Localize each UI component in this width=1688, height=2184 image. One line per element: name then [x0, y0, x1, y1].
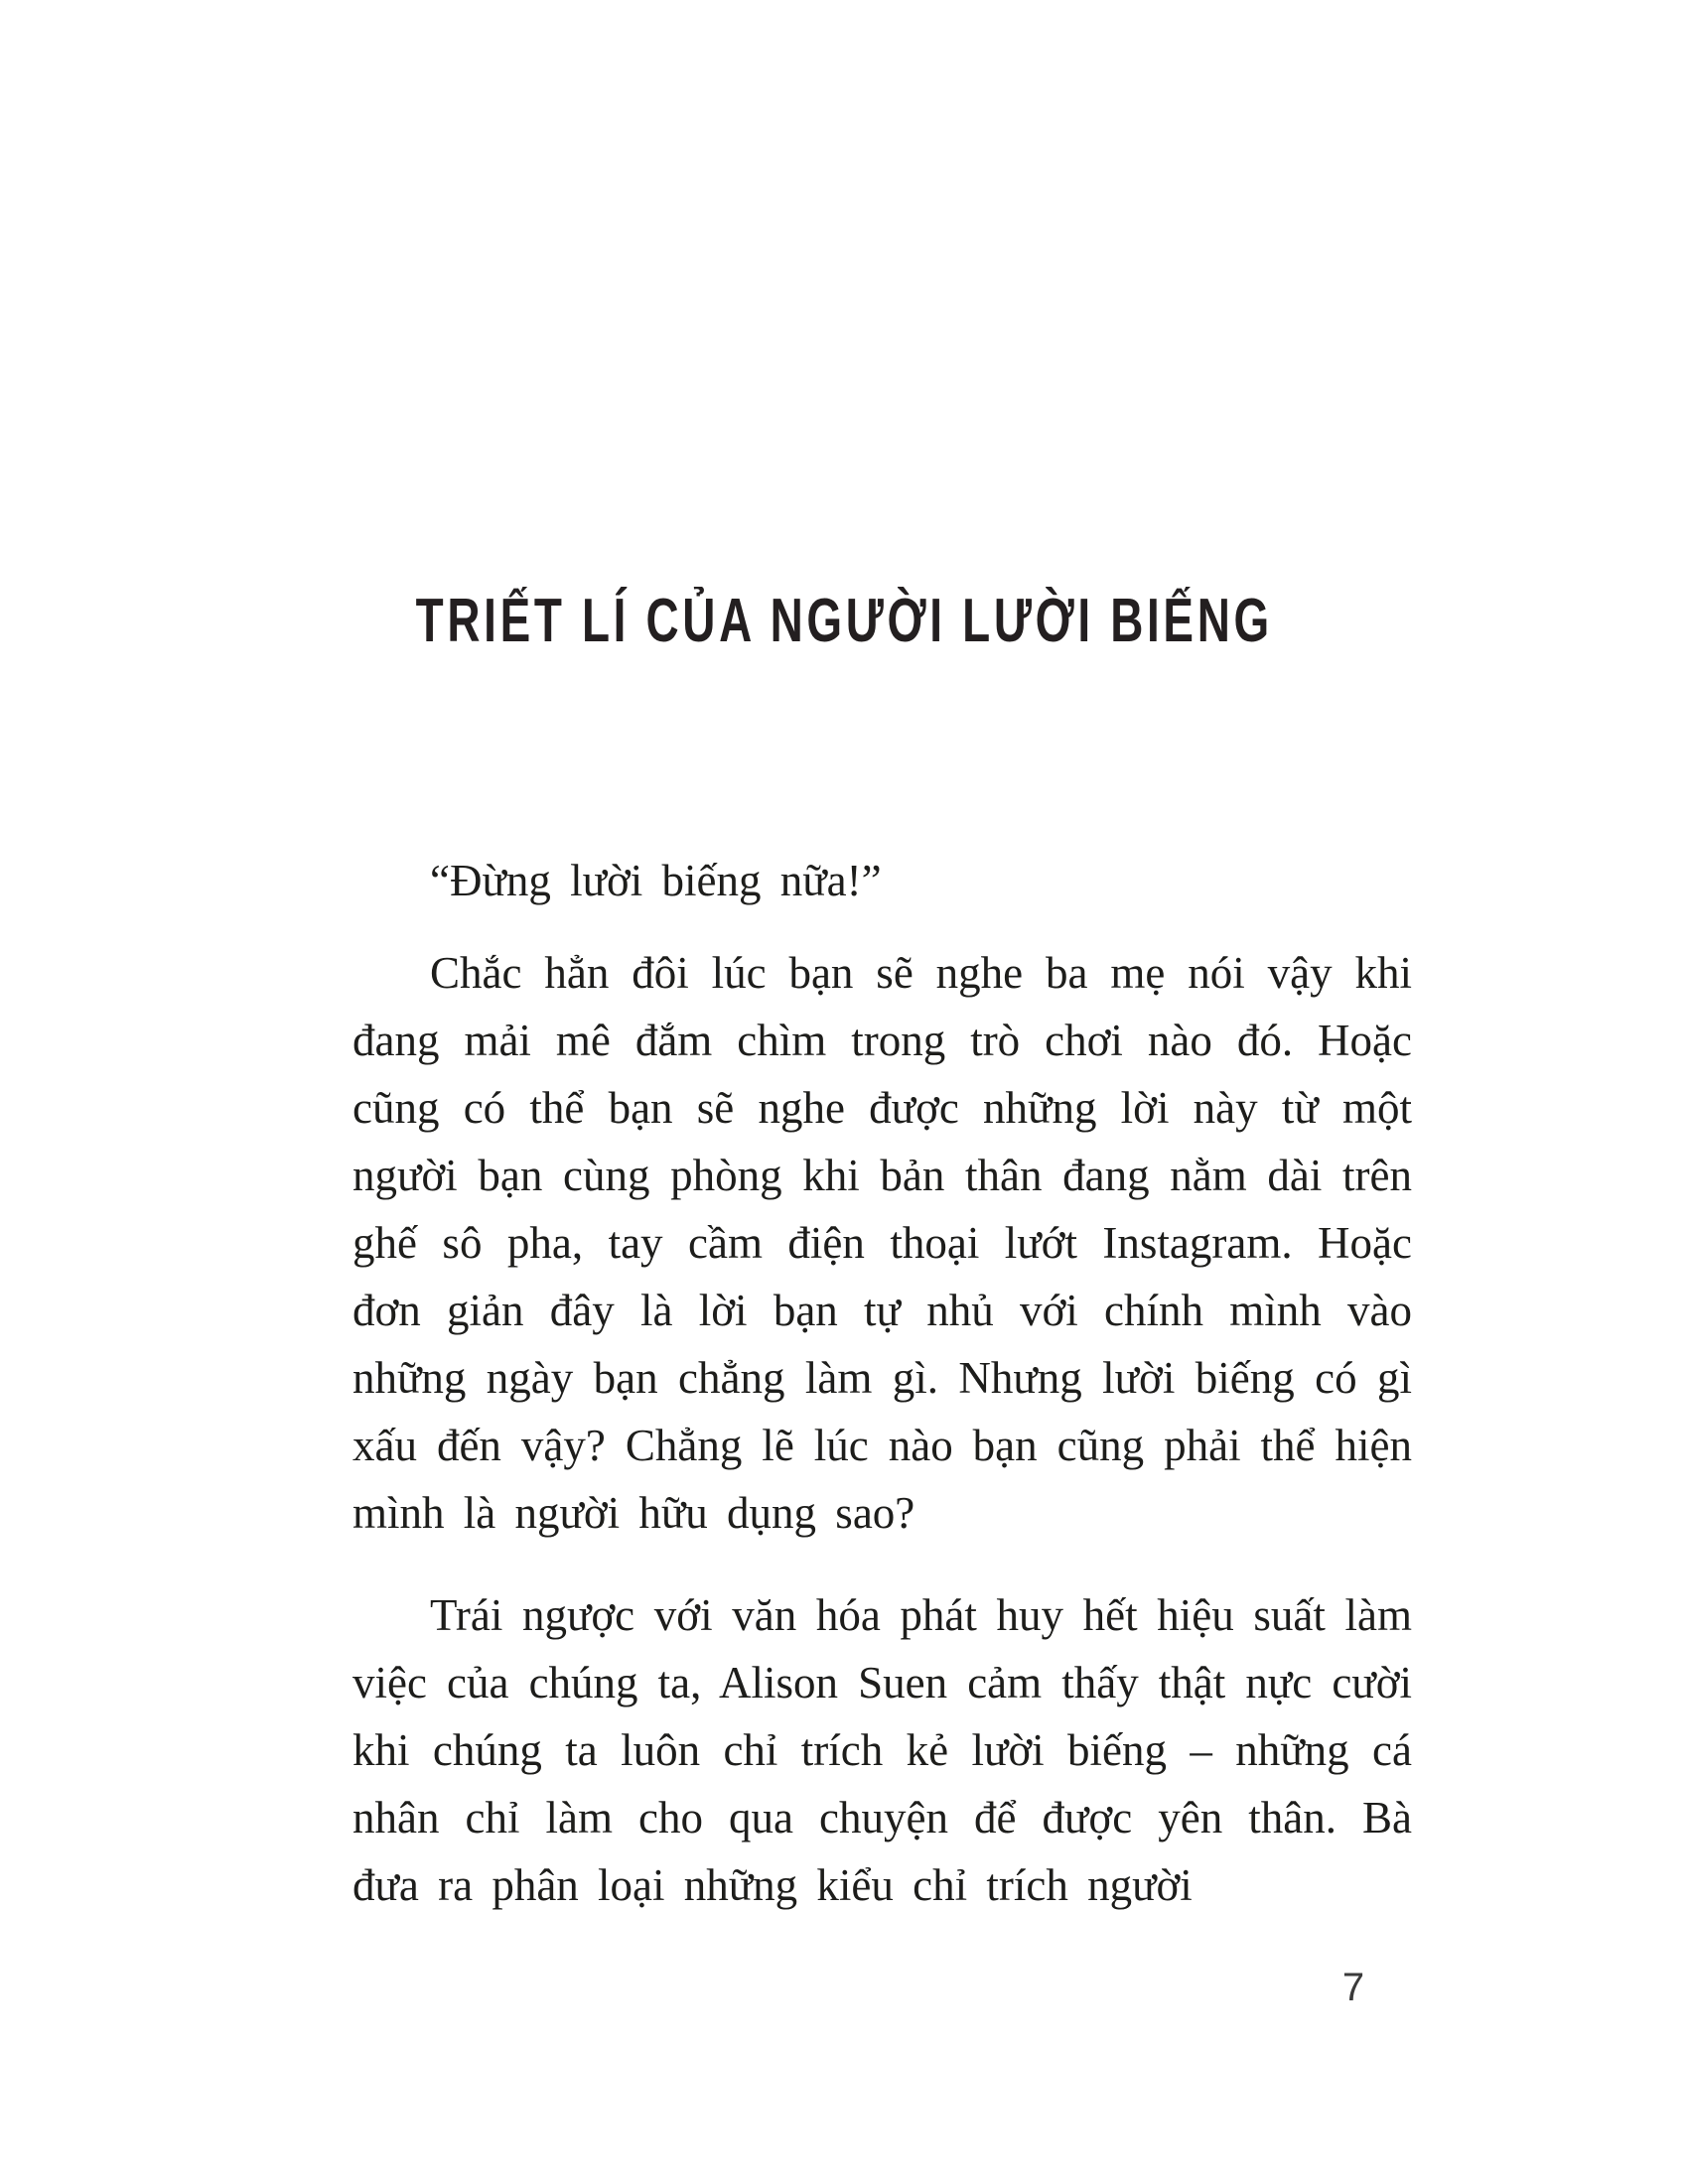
paragraph-quote: “Đừng lười biếng nữa!” — [430, 856, 882, 905]
paragraph-body: Trái ngược với văn hóa phát huy hết hiệu suất làm việc của chúng ta, Alison Suen cảm thấy thật nực cười khi chúng ta luôn chỉ trích kẻ lười biếng – những cá nhân chỉ làm cho qua chuyện để được yên thân. Bà đưa ra phân loại những kiểu chỉ trích người — [352, 1590, 1412, 1910]
body-text-column — [352, 847, 1412, 1919]
chapter-title-container — [0, 586, 1688, 673]
paragraph-body: Chắc hẳn đôi lúc bạn sẽ nghe ba mẹ nói vậy khi đang mải mê đắm chìm trong trò chơi nào đó. Hoặc cũng có thể bạn sẽ nghe được những lời này từ một người bạn cùng phòng khi bản thân đang nằm dài trên ghế sô pha, tay cầm điện thoại lướt Instagram. Hoặc đơn giản đây là lời bạn tự nhủ với chính mình vào những ngày bạn chẳng làm gì. Nhưng lười biếng có gì xấu đến vậy? Chẳng lẽ lúc nào bạn cũng phải thể hiện mình là người hữu dụng sao? — [352, 948, 1412, 1538]
page-number: 7 — [1341, 1966, 1365, 2009]
chapter-title: TRIẾT LÍ CỦA NGƯỜI LƯỜI BIẾNG — [415, 587, 1273, 655]
